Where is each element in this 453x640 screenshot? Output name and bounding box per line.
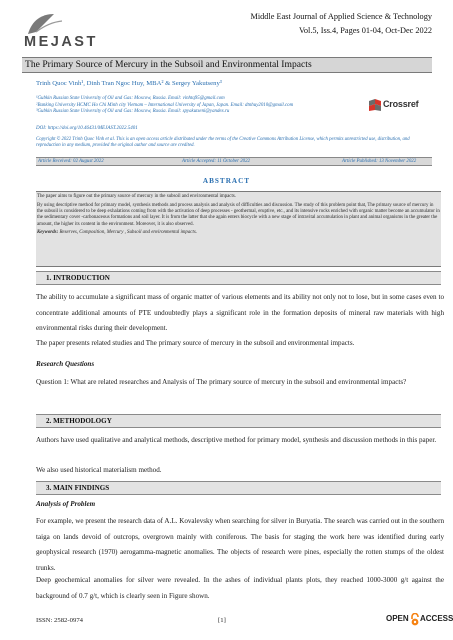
affiliations	[36, 96, 346, 116]
open-access-badge	[386, 613, 453, 627]
copyright-notice: Copyright © 2022 Trinh Quoc Vinh et al. This is an open access article distributed under the terms of the Creative Commons Attribution License, which permits unrestricted use, distribution, and reproduction in any medium, provided the original author and source are credited.	[36, 137, 410, 149]
crossref-badge[interactable]	[368, 98, 438, 114]
footer-issn: ISSN: 2582-0974	[36, 617, 84, 624]
journal-name: Middle East Journal of Applied Science & Technology	[250, 12, 432, 21]
journal-logo	[22, 10, 98, 52]
journal-info	[250, 10, 432, 38]
doi-link[interactable]: DOI: https://doi.org/10.46431/MEJAST.2022.5401	[36, 126, 138, 131]
open-access-lock-icon	[410, 613, 420, 626]
crossref-icon	[368, 98, 382, 112]
findings-paragraph-2: Deep geochemical anomalies for silver were revealed. In the ashes of individual plants plots, they reached 1000-3000 g/t against the background of 0.7 g/t, which is clearly seen in Figure shown.	[36, 576, 444, 600]
methodology-paragraph-2: We also used historical materialism method.	[36, 466, 162, 474]
affiliation-3: ³Gubkin Russian State University of Oil and Gas: Moscow, Russia. Email: spyakutseni@yandex.ru	[36, 109, 230, 115]
intro-paragraph-1: The ability to accumulate a significant mass of organic matter of various elements and its ability not only not to lose, but in some cases even to concentrate additional amounts of PTE undoubtedly plays a significant role in the formation deposits of mineral raw materials with high environmental risks during their development.	[36, 293, 444, 332]
journal-header	[22, 8, 432, 52]
affiliation-2: ²Banking University HCMC Ho Chi Minh city Vietnam – International University of Japan, Japan. Email: dtnhuy2010@gmail.com	[36, 102, 294, 108]
research-questions-heading: Research Questions	[36, 360, 95, 368]
section-introduction-heading: 1. INTRODUCTION	[36, 271, 441, 285]
affiliation-1: ¹Gubkin Russian State University of Oil and Gas: Moscow, Russia. Email: vinhtq95@gmail.com	[36, 96, 225, 101]
keywords-text: Reserves, Composition, Mercury , Subsoil and environmental impacts.	[59, 230, 197, 236]
methodology-paragraph-1: Authors have used qualitative and analytical methods, descriptive method for primary model, synthesis and discussion methods in this paper.	[36, 436, 437, 444]
received-date: Article Received: 02 August 2022	[38, 159, 104, 164]
abstract-heading: ABSTRACT	[202, 177, 251, 185]
open-access-access-text: ACCESS	[420, 614, 453, 623]
article-title: The Primary Source of Mercury in the Subsoil and Environmental Impacts	[22, 57, 432, 73]
logo-leaf-icon	[22, 10, 92, 36]
section-findings-heading: 3. MAIN FINDINGS	[36, 481, 441, 495]
page-number: [1]	[218, 617, 226, 624]
keywords-label: Keywords:	[37, 230, 59, 236]
abstract-para-2: By using descriptive method for primary model, synthesis methods and process analysis and analysis of difficulties and discussion. The study of this problem point that, The primary source of mercury in the subsoil is considered to be deep exhalations coming from with the activation of deep processes - geothermal, eruptive, etc., and its intensive rocks enriched with organic matter become an accumulator in the sedimentary cover -carbonaceous formations and soil layer. It is from the latter that she again enters biocycle with a new stage of intravital accumulation in plant and animal organisms in the greater the amount, the higher its content in the environment. Moreover, it is also observed.	[37, 202, 440, 227]
crossref-label: Crossref	[383, 99, 419, 109]
volume-info: Vol.5, Iss.4, Pages 01-04, Oct-Dec 2022	[298, 26, 432, 35]
article-dates	[36, 157, 432, 166]
research-question-1: Question 1: What are related researches and Analysis of The primary source of mercury in the subsoil and environmental impacts?	[36, 378, 407, 386]
abstract-box	[36, 191, 441, 267]
section-methodology-heading: 2. METHODOLOGY	[36, 414, 441, 428]
published-date: Article Published: 13 November 2022	[342, 159, 417, 164]
analysis-heading: Analysis of Problem	[36, 500, 96, 508]
accepted-date: Article Accepted: 11 October 2022	[182, 159, 250, 164]
logo-text: MEJAST	[24, 34, 98, 50]
findings-paragraph-1: For example, we present the research data of A.L. Kovalevsky when searching for silver in Buryatia. The search was carried out in the southern taiga on lands devoid of outcrops, overgrown mainly with coniferous. The basis for staging the work here was identified during early geophysical research (1970) aerogamma-magnetic anomalies. The objects of research were pines, especially the rotten stumps of the oldest trunks.	[36, 517, 444, 572]
abstract-para-1: The paper aims to figure out the primary source of mercury in the subsoil and environmental impacts.	[37, 194, 236, 199]
open-access-open-text: OPEN	[386, 614, 409, 623]
abstract-keywords	[37, 230, 440, 236]
authors-line: Trinh Quoc Vinh¹, Dinh Tran Ngoc Huy, MBA² & Sergey Yakutseny³	[36, 80, 222, 87]
intro-paragraph-2: The paper presents related studies and The primary source of mercury in the subsoil and environmental impacts.	[36, 339, 355, 347]
